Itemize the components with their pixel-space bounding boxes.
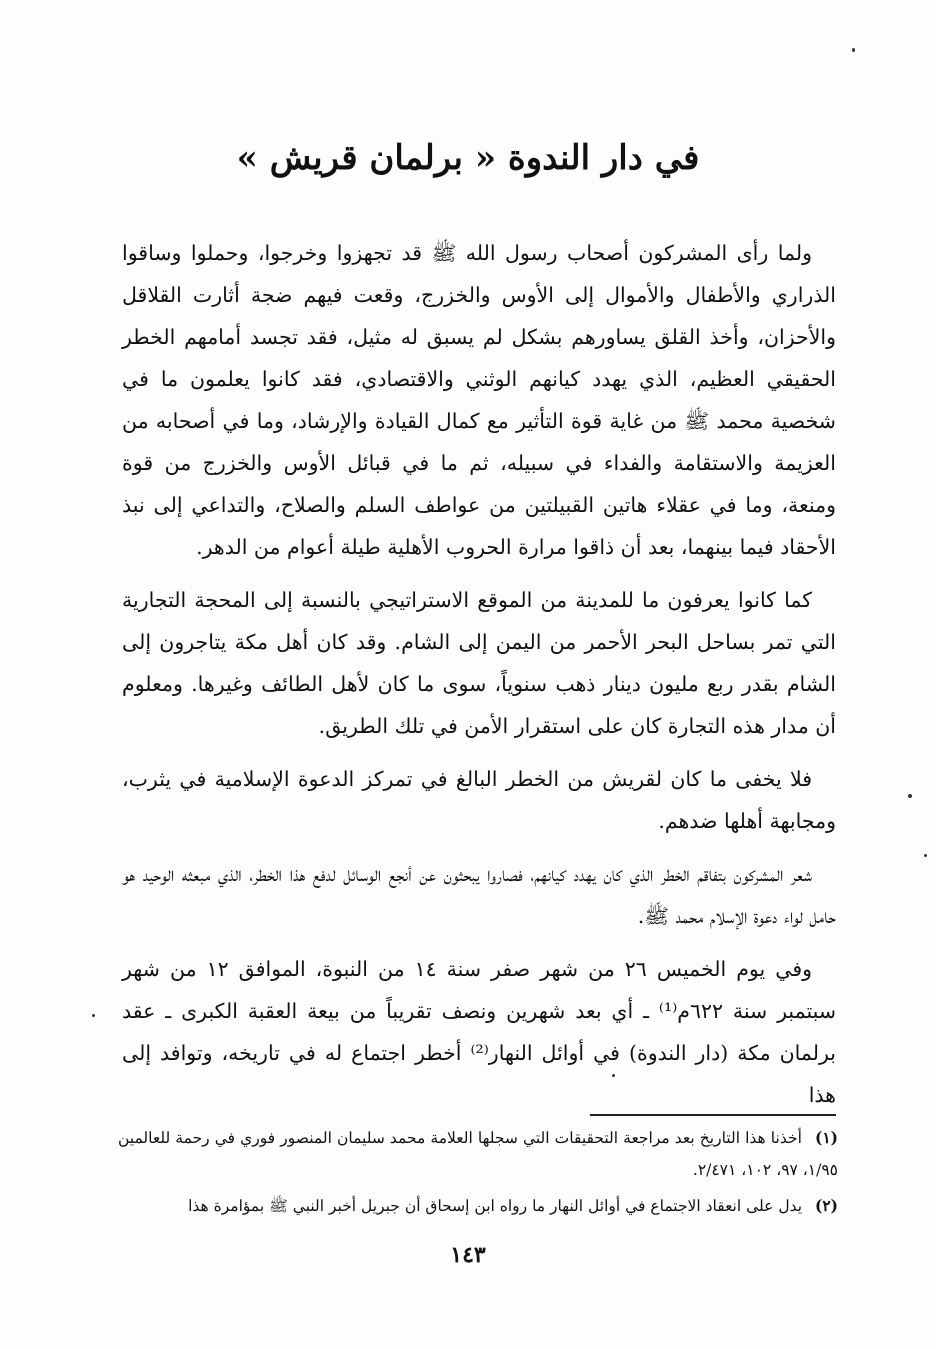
- paragraph: شعر المشركون بتفاقم الخطر الذي كان يهدد كيانهم، فصاروا يبحثون عن أنجع الوسائل لدفع هذا الخطر، الذي مبعثه الوحيد هو حامل لواء دعوة الإسلام محمد ﷺ.: [122, 862, 836, 928]
- footnote-divider: [590, 1114, 836, 1116]
- footnote-text: يدل على انعقاد الاجتماع في أوائل النهار ما رواه ابن إسحاق أن جبريل أخبر النبي ﷺ بمؤامرة هذا: [188, 1197, 803, 1215]
- scan-speck: [924, 854, 927, 857]
- footnote-number: (٢): [814, 1196, 838, 1215]
- paragraph: كما كانوا يعرفون ما للمدينة من الموقع الاستراتيجي بالنسبة إلى المحجة التجارية التي تمر بساحل البحر الأحمر من اليمن إلى الشام. وقد كان أهل مكة يتاجرون إلى الشام بقدر ربع مليون دينار ذهب سنوياً، سوى ما كان لأهل الطائف وغيرها. ومعلوم أن مدار هذه التجارة كان على استقرار الأمن في تلك الطريق.: [122, 588, 836, 738]
- page-number: ١٤٣: [450, 1242, 486, 1268]
- paragraph: ولما رأى المشركون أصحاب رسول الله ﷺ قد تجهزوا وخرجوا، وحملوا وساقوا الذراري والأطفال والأموال إلى الأوس والخزرج، وقعت فيهم ضجة أثارت القلاقل والأحزان، وأخذ القلق يساورهم بشكل لم يسبق له مثيل، فقد تجسد أمامهم الخطر الحقيقي العظيم، الذي يهدد كيانهم الوثني والاقتصادي، فقد كانوا يعلمون ما في شخصية محمد ﷺ من غاية قوة التأثير مع كمال القيادة والإرشاد، وما في أصحابه من العزيمة والاستقامة والفداء في سبيله، ثم ما في قبائل الأوس والخزرج من قوة ومنعة، وما في عقلاء هاتين القبيلتين من عواطف السلم والصلاح، والتداعي إلى نبذ الأحقاد فيما بينهما، بعد أن ذاقوا مرارة الحروب الأهلية طيلة أعوام من الدهر.: [122, 241, 836, 559]
- footnotes: [118, 1122, 838, 1226]
- scan-speck: [852, 48, 855, 52]
- scan-speck: [92, 1014, 95, 1017]
- footnote: [118, 1122, 838, 1186]
- footnote-text: أخذنا هذا التاريخ بعد مراجعة التحقيقات التي سجلها العلامة محمد سليمان المنصور فوري في رحمة للعالمين ١/٩٥، ٩٧، ١٠٢، ٢/٤٧١.: [118, 1129, 838, 1179]
- scan-speck: [612, 1074, 615, 1077]
- chapter-title: في دار الندوة « برلمان قريش »: [236, 138, 700, 178]
- body-text: [122, 232, 836, 1127]
- scan-speck: [908, 794, 912, 798]
- footnote-number: (١): [814, 1128, 838, 1147]
- paragraph: وفي يوم الخميس ٢٦ من شهر صفر سنة ١٤ من النبوة، الموافق ١٢ من شهر سبتمبر سنة ٦٢٢م⁽¹⁾ ـ أي بعد شهرين ونصف تقريباً من بيعة العقبة الكبرى ـ عقد برلمان مكة (دار الندوة) في أوائل النهار⁽²⁾ أخطر اجتماع له في تاريخه، وتوافد إلى هذا: [122, 957, 836, 1107]
- paragraph: فلا يخفى ما كان لقريش من الخطر البالغ في تمركز الدعوة الإسلامية في يثرب، ومجابهة أهلها ضدهم.: [122, 767, 836, 833]
- footnote: [118, 1190, 838, 1222]
